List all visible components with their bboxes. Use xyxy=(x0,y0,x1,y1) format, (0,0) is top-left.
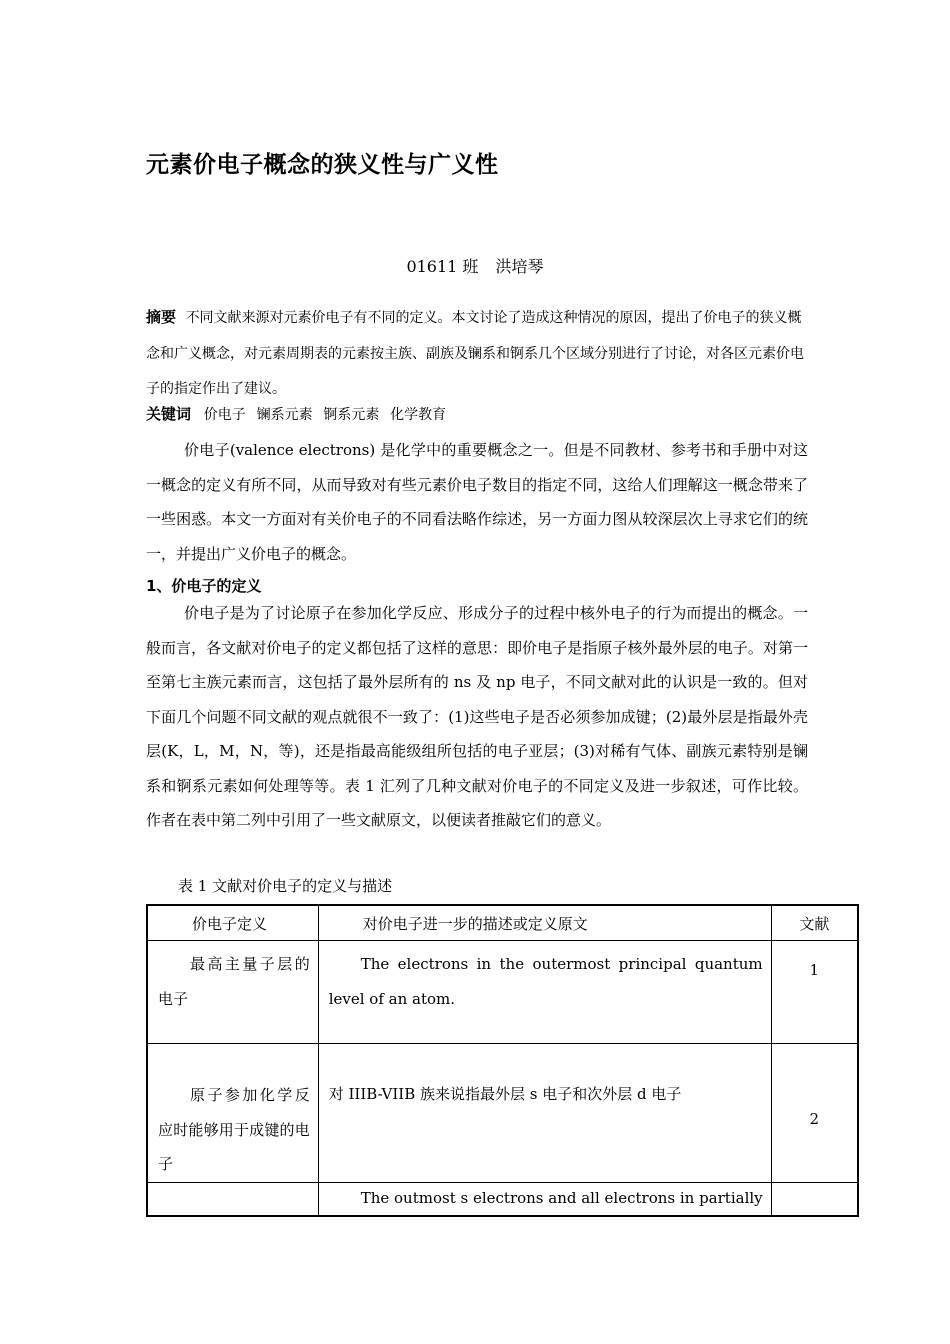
reference-cell: 1 xyxy=(771,941,858,1044)
intro-paragraph: 价电子(valence electrons) 是化学中的重要概念之一。但是不同教材、参考书和手册中对这一概念的定义有所不同，从而导致对有些元素价电子数目的指定不同，这给人们理解这一概念带来了一些困惑。本文一方面对有关价电子的不同看法略作综述，另一方面力图从较深层次上寻求它们的统一，并提出广义价电子的概念。 xyxy=(146,441,808,563)
definition-cell xyxy=(147,1182,318,1216)
author-name: 洪培琴 xyxy=(495,257,544,276)
reference-cell: 2 xyxy=(771,1044,858,1183)
definition-cell: 原子参加化学反应时能够用于成键的电子 xyxy=(147,1044,318,1183)
table-header-row xyxy=(147,905,858,941)
author-class: 01611 班 xyxy=(406,257,479,276)
page-title: 元素价电子概念的狭义性与广义性 xyxy=(146,152,499,178)
abstract-label: 摘要 xyxy=(146,308,177,326)
table-row xyxy=(147,1044,858,1183)
table-row xyxy=(147,1182,858,1216)
keywords-label: 关键词 xyxy=(146,405,192,423)
abstract xyxy=(146,300,808,407)
table-row xyxy=(147,941,858,1044)
keywords xyxy=(146,403,808,426)
reference-cell xyxy=(771,1182,858,1216)
section-heading: 1、价电子的定义 xyxy=(146,577,262,595)
keyword: 锕系元素 xyxy=(323,407,380,423)
table-header-cell: 对价电子进一步的描述或定义原文 xyxy=(318,905,771,941)
author-line xyxy=(0,254,950,277)
description-cell: The outmost s electrons and all electrons in partially xyxy=(318,1182,771,1216)
section-paragraph: 价电子是为了讨论原子在参加化学反应、形成分子的过程中核外电子的行为而提出的概念。一般而言，各文献对价电子的定义都包括了这样的意思：即价电子是指原子核外最外层的电子。对第一至第七主族元素而言，这包括了最外层所有的 ns 及 np 电子，不同文献对此的认识是一致的。但对下面几个问题不同文献的观点就很不一致了：(1)这些电子是否必须参加成键；(2)最外层是指最外壳层(K，L，M，N，等)，还是指最高能级组所包括的电子亚层；(3)对稀有气体、副族元素特别是镧系和锕系元素如何处理等等。表 1 汇列了几种文献对价电子的不同定义及进一步叙述，可作比较。作者在表中第二列中引用了一些文献原文，以便读者推敲它们的意义。 xyxy=(146,604,808,829)
keyword: 化学教育 xyxy=(390,407,447,423)
description-cell: 对 IIIB-VIIB 族来说指最外层 s 电子和次外层 d 电子 xyxy=(318,1044,771,1183)
definition-cell: 最高主量子层的电子 xyxy=(147,941,318,1044)
table-header-cell: 文献 xyxy=(771,905,858,941)
keyword: 镧系元素 xyxy=(256,407,313,423)
keyword: 价电子 xyxy=(203,407,246,423)
abstract-text: 不同文献来源对元素价电子有不同的定义。本文讨论了造成这种情况的原因，提出了价电子的狭义概念和广义概念，对元素周期表的元素按主族、副族及镧系和锕系几个区域分别进行了讨论，对各区元素价电子的指定作出了建议。 xyxy=(146,310,804,397)
table-header-cell: 价电子定义 xyxy=(147,905,318,941)
description-cell: The electrons in the outermost principal quantum level of an atom. xyxy=(318,941,771,1044)
table-caption: 表 1 文献对价电子的定义与描述 xyxy=(178,877,393,895)
definition-table xyxy=(146,904,859,1217)
